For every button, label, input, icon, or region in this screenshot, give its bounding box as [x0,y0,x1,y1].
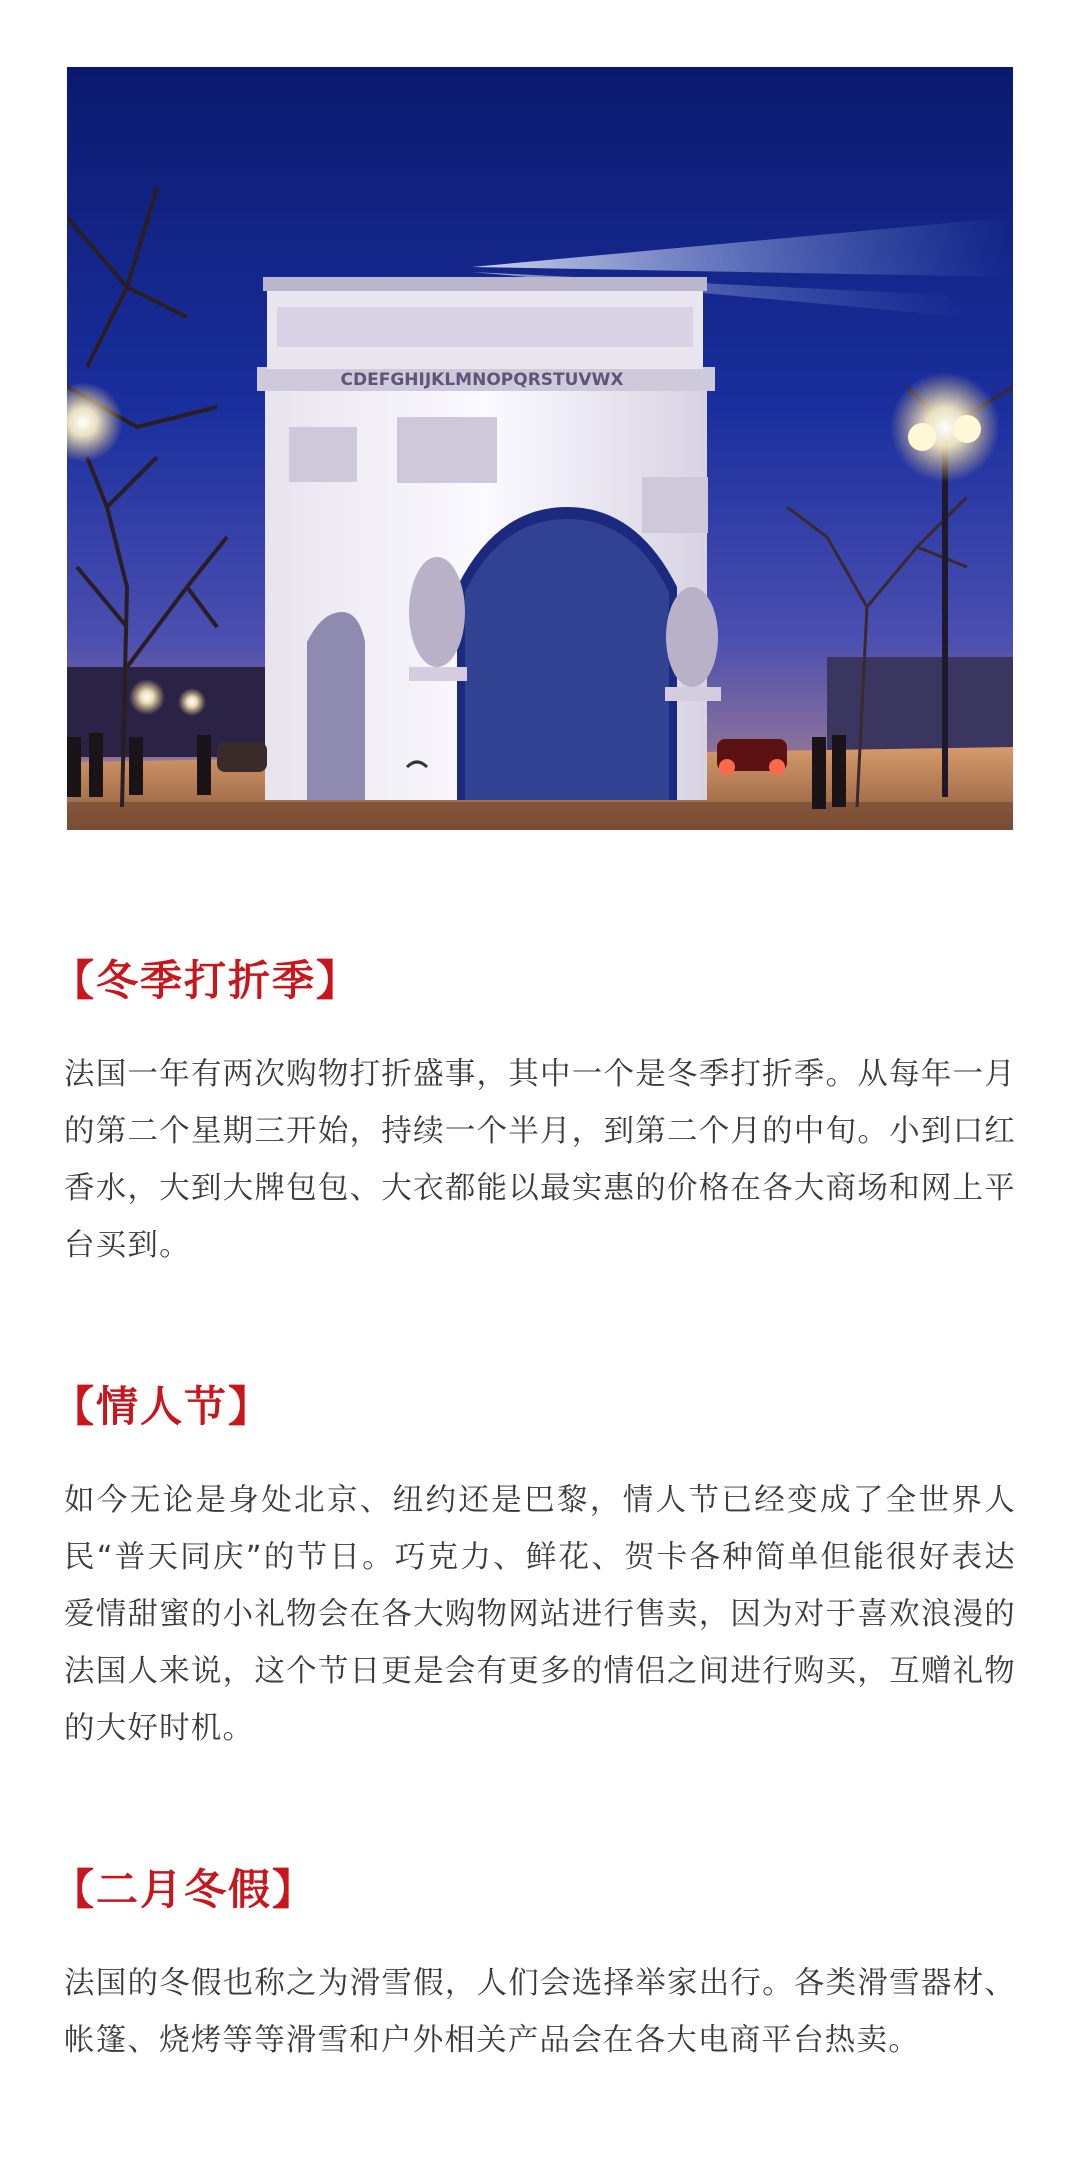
section-body-winter-sales: 法国一年有两次购物打折盛事，其中一个是冬季打折季。从每年一月的第二个星期三开始，持续一个半月，到第二个月的中旬。小到口红香水，大到大牌包包、大衣都能以最实惠的价格在各大商场和网上平台买到。 [64,1057,1016,1263]
svg-text:CDEFGHIJKLMNOPQRSTUVWX: CDEFGHIJKLMNOPQRSTUVWX [340,370,624,390]
section-title-february-winter-holiday: 【二月冬假】 [52,1865,317,1914]
arc-de-triomphe-illustration [67,67,1013,830]
hero-photo-arc-de-triomphe [67,67,1013,830]
section-title-winter-sales: 【冬季打折季】 [52,956,361,1005]
arch-building [257,277,721,800]
section-body-february-winter-holiday: 法国的冬假也称之为滑雪假，人们会选择举家出行。各类滑雪器材、帐篷、烧烤等等滑雪和户外相关产品会在各大电商平台热卖。 [64,1966,1016,2058]
section-title-valentines-day: 【情人节】 [52,1382,273,1431]
section-body-valentines-day: 如今无论是身处北京、纽约还是巴黎，情人节已经变成了全世界人民“普天同庆”的节日。巧克力、鲜花、贺卡各种简单但能很好表达爱情甜蜜的小礼物会在各大购物网站进行售卖，因为对于喜欢浪漫的法国人来说，这个节日更是会有更多的情侣之间进行购买，互赠礼物的大好时机。 [64,1483,1016,1746]
